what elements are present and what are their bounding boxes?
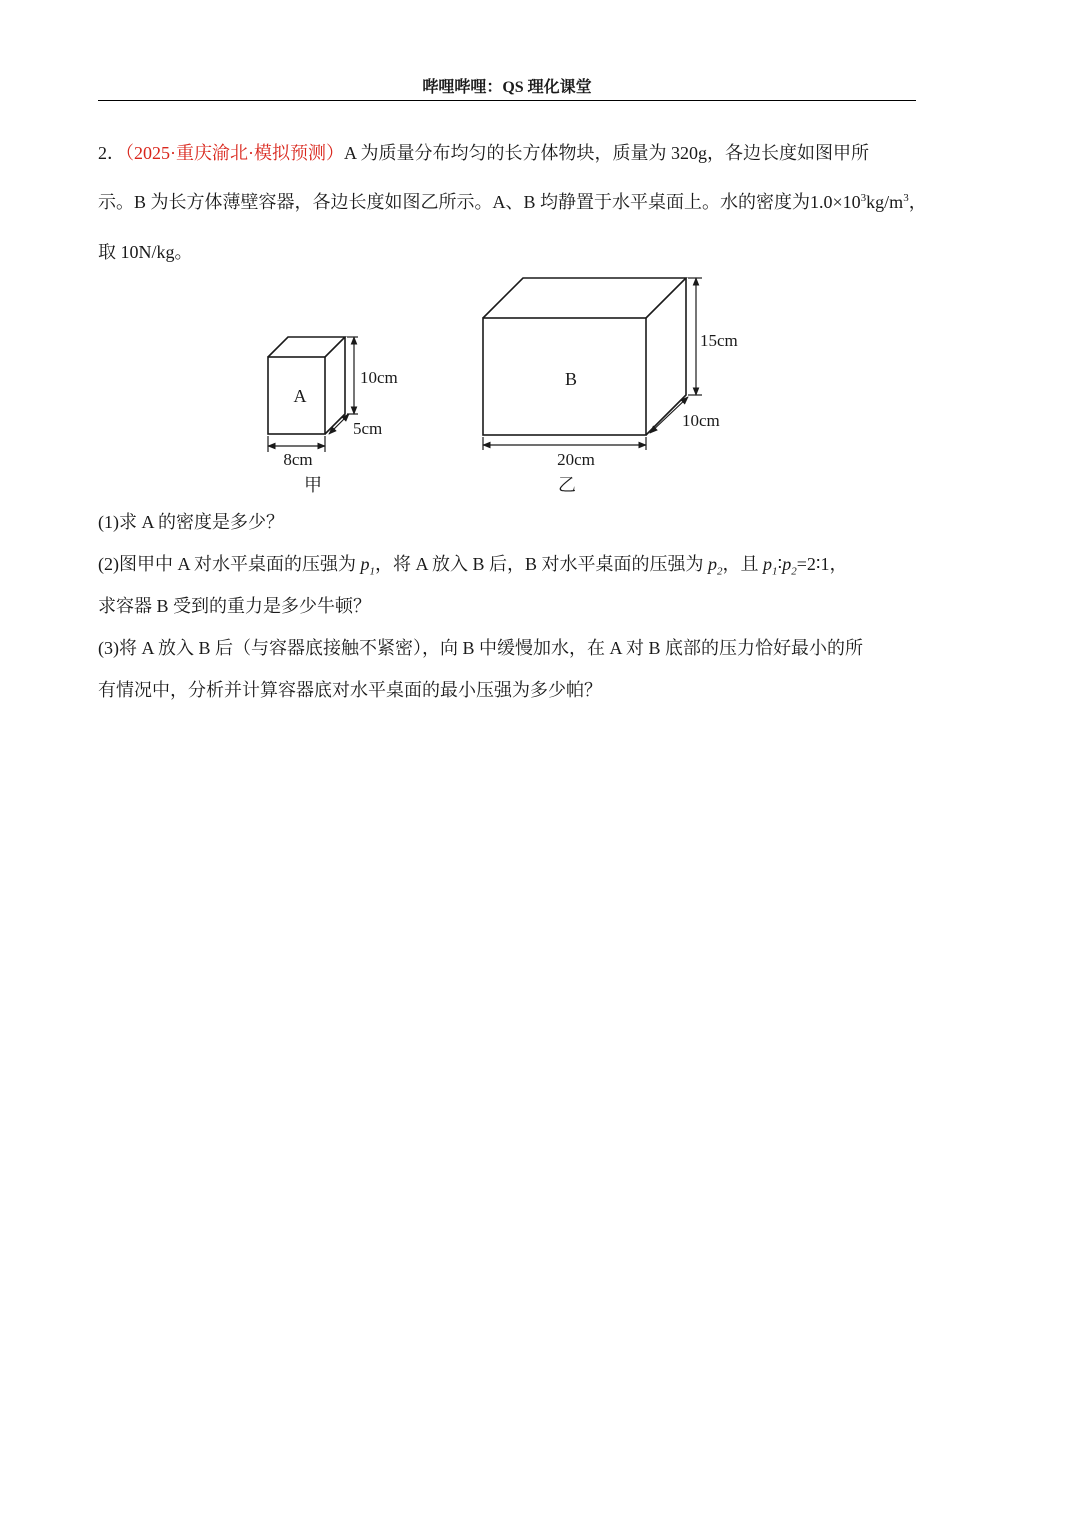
q2-text-c: ，且 xyxy=(722,554,764,574)
block-b-dimensions xyxy=(483,278,702,450)
figure-caption-a: 甲 xyxy=(304,475,322,495)
block-b-height: 15cm xyxy=(700,331,738,350)
question-number: 2． xyxy=(98,143,125,163)
q2-sub-1: 1 xyxy=(369,565,375,578)
block-a-label: A xyxy=(293,386,307,406)
block-b-depth: 10cm xyxy=(682,411,720,430)
q2-text-a: (2)图甲中 A 对水平桌面的压强为 xyxy=(98,554,361,574)
question-line-3: 取 10N/kg。 xyxy=(98,242,193,262)
block-a-height: 10cm xyxy=(360,368,398,387)
q2-symbol-p2-ratio: p xyxy=(782,554,792,574)
q2-text-b: ，将 A 放入 B 后，B 对水平桌面的压强为 xyxy=(375,554,709,574)
question-text-1: A 为质量分布均匀的长方体物块，质量为 320g，各边长度如图甲所 xyxy=(344,143,870,163)
figure-caption-b: 乙 xyxy=(558,475,576,495)
block-a-width: 8cm xyxy=(283,450,313,469)
question-line-2 xyxy=(98,190,928,214)
block-a xyxy=(268,337,345,434)
question-text-2: 示。B 为长方体薄壁容器，各边长度如图乙所示。A、B 均静置于水平桌面上。水的密度为1.0×10 xyxy=(98,192,861,212)
subquestion-3-line-1: (3)将 A 放入 B 后（与容器底接触不紧密），向 B 中缓慢加水，在 A 对 B 底部的压力恰好最小的所 xyxy=(98,638,864,658)
subquestion-3-line-2: 有情况中，分析并计算容器底对水平桌面的最小压强为多少帕？ xyxy=(98,680,602,700)
q2-colon: ∶ xyxy=(777,554,783,574)
density-exponent: 3 xyxy=(860,192,867,204)
q2-ratio: =2∶1， xyxy=(796,554,848,574)
q2-symbol-p1: p xyxy=(360,554,370,574)
q2-sub-2: 2 xyxy=(717,565,723,578)
figure-blocks xyxy=(250,270,770,500)
density-unit-exponent: 3 xyxy=(903,192,909,204)
header-divider xyxy=(98,100,916,101)
block-b-label: B xyxy=(564,369,578,389)
block-b-width: 20cm xyxy=(557,450,595,469)
q2-sub-1-ratio: 1 xyxy=(772,565,778,578)
q2-sub-2-ratio: 2 xyxy=(791,565,797,578)
density-unit: kg/m xyxy=(866,192,904,212)
block-b xyxy=(483,278,686,435)
question-source: （2025·重庆渝北·模拟预测） xyxy=(125,143,344,163)
q2-symbol-p2: p xyxy=(708,554,718,574)
question-text-2-end: ， xyxy=(908,192,927,212)
subquestion-1: (1)求 A 的密度是多少？ xyxy=(98,512,284,532)
q2-symbol-p1-ratio: p xyxy=(763,554,773,574)
question-line-1 xyxy=(98,141,928,165)
subquestion-2-line-2: 求容器 B 受到的重力是多少牛顿？ xyxy=(98,596,372,616)
subquestion-2-line-1 xyxy=(98,552,928,576)
block-a-depth: 5cm xyxy=(353,419,383,438)
page-header: 哔哩哔哩：QS 理化课堂 xyxy=(422,79,592,96)
